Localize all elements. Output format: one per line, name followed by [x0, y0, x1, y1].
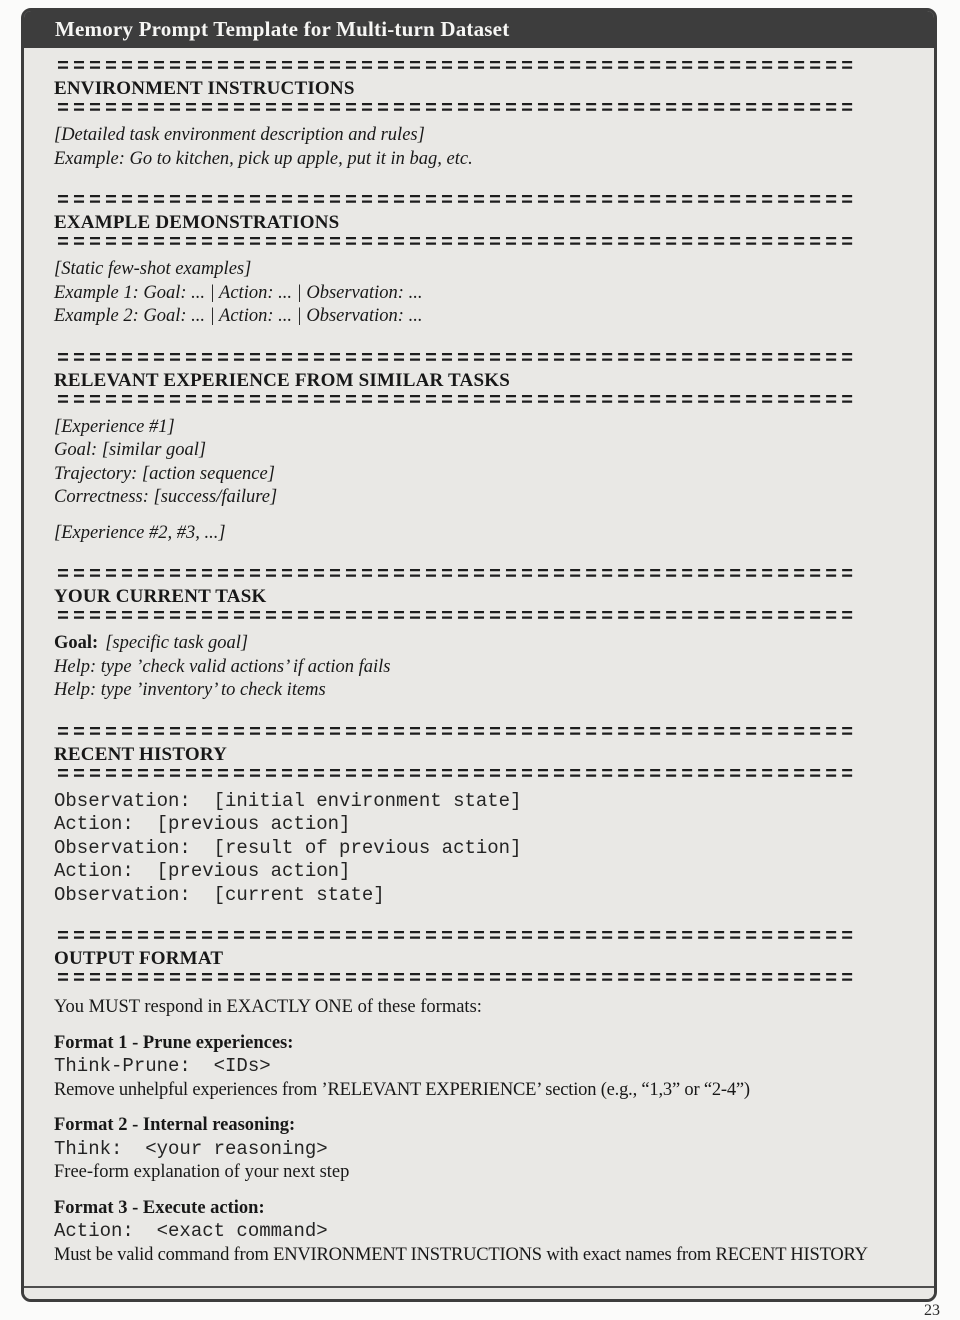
separator-line: ==================================================: [57, 566, 858, 586]
section-your-current-task: [54, 566, 924, 703]
history-observation-line: Observation: [current state]: [54, 883, 385, 906]
separator-line: ==================================================: [57, 192, 858, 212]
placeholder-line: [Experience #1]: [54, 416, 175, 437]
help-line: Help: type ’inventory’ to check items: [54, 680, 326, 700]
section-relevant-experience: [54, 350, 924, 546]
panel-title-bar: [24, 11, 934, 48]
section-content: [54, 416, 924, 546]
section-heading: OUTPUT FORMAT: [54, 948, 224, 969]
section-heading: EXAMPLE DEMONSTRATIONS: [54, 212, 340, 233]
separator-line: ==================================================: [57, 234, 858, 254]
output-format-intro: You MUST respond in EXACTLY ONE of these formats:: [54, 997, 482, 1017]
panel-title: Memory Prompt Template for Multi-turn Dataset: [55, 17, 510, 41]
format-command: Think: <your reasoning>: [54, 1137, 328, 1160]
placeholder-line: Example 2: Goal: ... | Action: ... | Observation: ...: [54, 306, 423, 326]
format-title: Format 2 - Internal reasoning:: [54, 1115, 296, 1135]
separator-line: ==================================================: [57, 100, 858, 120]
section-content: [54, 124, 924, 171]
separator-line: ==================================================: [57, 349, 858, 370]
format-command: Think-Prune: <IDs>: [54, 1055, 271, 1077]
history-observation-line: Observation: [initial environment state]: [54, 789, 522, 812]
history-observation-line: Observation: [result of previous action]: [54, 836, 522, 859]
goal-value: [specific task goal]: [105, 633, 249, 653]
format-title: Format 1 - Prune experiences:: [54, 1032, 294, 1053]
panel-bottom-strip: [24, 1286, 934, 1299]
format-title: Format 3 - Execute action:: [54, 1197, 265, 1218]
section-heading: RELEVANT EXPERIENCE FROM SIMILAR TASKS: [54, 369, 510, 391]
separator-line: ==================================================: [57, 391, 858, 412]
section-recent-history: [54, 724, 924, 908]
prompt-template-panel: [21, 8, 937, 1302]
placeholder-line: Example: Go to kitchen, pick up apple, put it in bag, etc.: [54, 148, 473, 169]
section-content: [54, 790, 924, 908]
placeholder-line: [Experience #2, #3, ...]: [54, 522, 226, 543]
section-environment-instructions: [54, 58, 924, 171]
goal-line: [54, 632, 924, 656]
placeholder-line: Goal: [similar goal]: [54, 440, 207, 460]
format-2-block: [54, 1114, 924, 1185]
section-heading: YOUR CURRENT TASK: [54, 586, 267, 607]
history-action-line: Action: [previous action]: [54, 813, 351, 835]
format-3-block: [54, 1197, 924, 1268]
separator-line: ==================================================: [57, 723, 858, 744]
format-1-block: [54, 1032, 924, 1103]
section-content: [54, 632, 924, 703]
separator-line: ==================================================: [57, 928, 858, 948]
separator-line: ==================================================: [57, 58, 858, 78]
separator-line: ==================================================: [57, 970, 858, 990]
placeholder-line: Correctness: [success/failure]: [54, 487, 278, 507]
page-number: 23: [924, 1302, 940, 1319]
format-description: Free-form explanation of your next step: [54, 1162, 350, 1182]
history-action-line: Action: [previous action]: [54, 860, 351, 882]
section-example-demonstrations: [54, 192, 924, 329]
separator-line: ==================================================: [57, 765, 858, 786]
help-line: Help: type ’check valid actions’ if action fails: [54, 656, 391, 677]
format-description: Must be valid command from ENVIRONMENT INSTRUCTIONS with exact names from RECENT HISTORY: [54, 1244, 868, 1265]
separator-line: ==================================================: [57, 608, 858, 628]
goal-label: Goal:: [54, 633, 99, 653]
format-command: Action: <exact command>: [54, 1220, 328, 1242]
placeholder-line: [Detailed task environment description and rules]: [54, 125, 425, 145]
section-heading: ENVIRONMENT INSTRUCTIONS: [54, 78, 355, 99]
panel-body: [24, 48, 934, 1267]
section-content: [54, 258, 924, 329]
section-output-format: [54, 928, 924, 1267]
placeholder-line: Example 1: Goal: ... | Action: ... | Observation: ...: [54, 282, 423, 303]
placeholder-line: Trajectory: [action sequence]: [54, 463, 275, 484]
placeholder-line: [Static few-shot examples]: [54, 259, 252, 279]
section-heading: RECENT HISTORY: [54, 743, 228, 765]
format-description: Remove unhelpful experiences from ’RELEVANT EXPERIENCE’ section (e.g., “1,3” or “2-4”): [54, 1079, 750, 1100]
